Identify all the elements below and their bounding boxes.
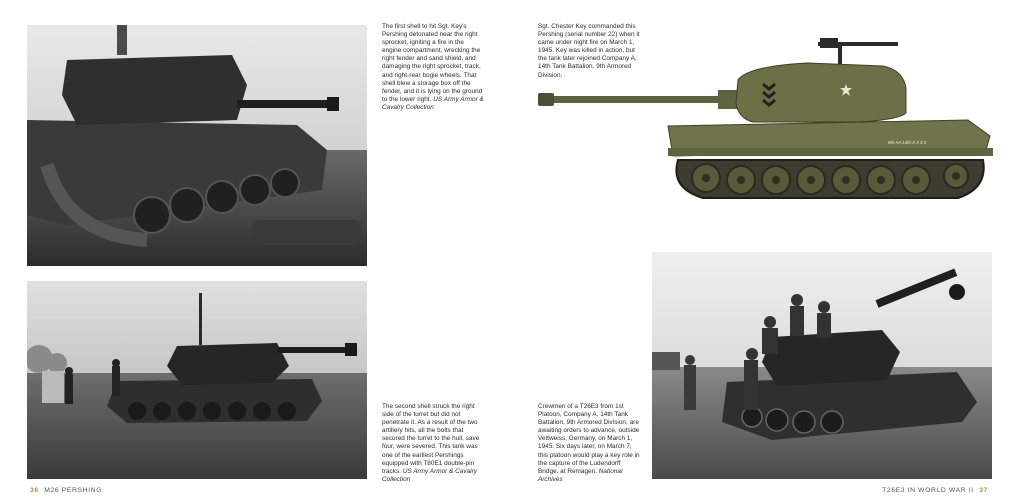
caption-top-right: Sgt. Chester Key commanded this Pershing (serial number 22) when it came under night fire on March 1, 1945. Key was killed in action, but the tank later rejoined Company A, 14th Tank Battalion, 9th Armored Division. bbox=[538, 23, 640, 79]
photo-damaged-pershing-front bbox=[27, 25, 367, 266]
hull-marking: 9th-AA 14th-A 3 3 3 bbox=[888, 140, 927, 145]
photo-t26e3-crewmen bbox=[652, 252, 992, 479]
pershing-profile-illustration bbox=[538, 38, 998, 206]
folio-right bbox=[882, 487, 991, 494]
folio-left bbox=[27, 487, 102, 494]
caption-bottom-right: Crewmen of a T26E3 from 1st Platoon, Company A, 14th Tank Battalion, 9th Armored Division, are awaiting orders to advance, outside Vettweiss, Germany, on March 1, 1945. Six days later, on March 7, this platoon would play a key role in the capture of the Ludendorff Bridge, at Remagen. National Archives bbox=[538, 403, 640, 483]
photo-credit: National Archives bbox=[538, 467, 623, 483]
page-number-right: 37 bbox=[979, 487, 988, 494]
running-title-left: M26 PERSHING bbox=[44, 487, 103, 494]
caption-top-left: The first shell to hit Sgt. Key's Pershing detonated near the right sprocket, igniting a fire in the engine compartment, wrecking the right fender and sand shield, and damaging the right sprocket, track, and right-rear bogie wheels. That shell blew a storage box off the fender, and it is lying on the ground to the lower right. US Army Armor & Cavalry Collection bbox=[382, 23, 484, 111]
running-title-right: T26E3 IN WORLD WAR II bbox=[882, 487, 974, 494]
caption-bottom-left: The second shell struck the right side of the turret but did not penetrate it. As a result of the two artillery hits, all the bolts that secured the turret to the hull, save four, were severed. This tank was one of the earliest Pershings equipped with T80E1 double-pin tracks. US Army Armor & Cavalry Collection bbox=[382, 403, 480, 483]
photo-credit: US Army Armor & Cavalry Collection bbox=[382, 95, 484, 111]
photo-credit: US Army Armor & Cavalry Collection bbox=[382, 467, 477, 483]
page-number-left: 36 bbox=[30, 487, 39, 494]
photo-pershing-battlefield bbox=[27, 281, 367, 479]
